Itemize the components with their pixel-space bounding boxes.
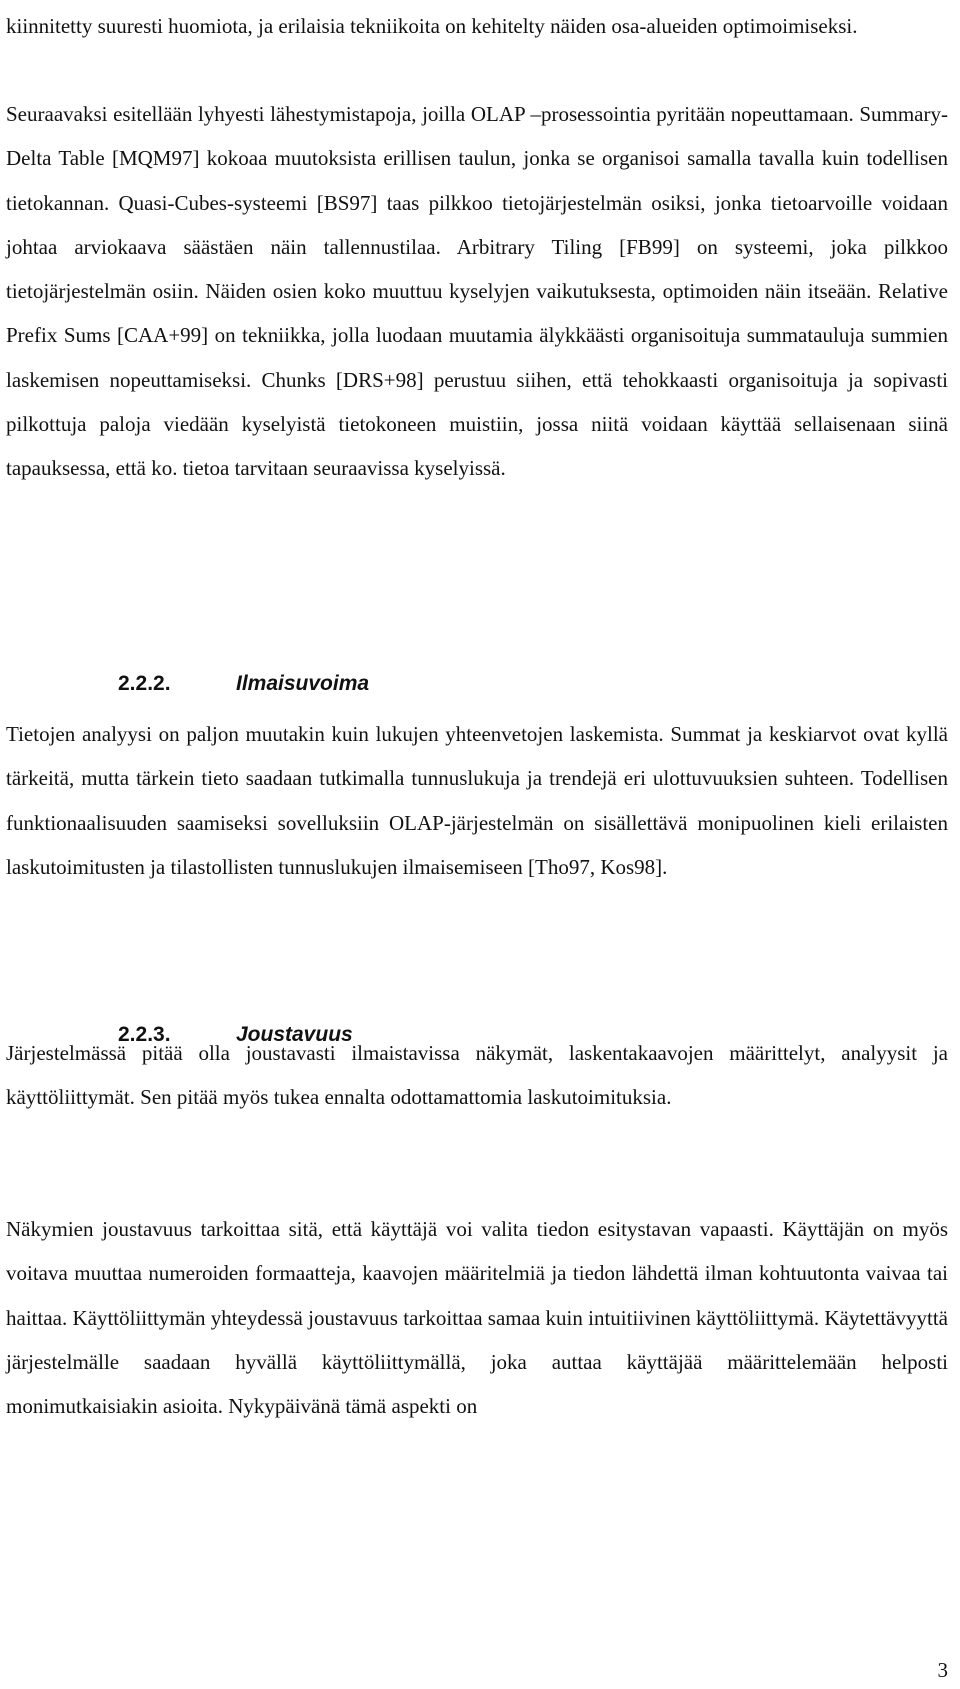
section-heading-ilmaisuvoima xyxy=(0,670,369,698)
section-title: Ilmaisuvoima xyxy=(236,672,370,695)
section-number: 2.2.3. xyxy=(118,1023,171,1046)
paragraph-olap-approaches: Seuraavaksi esitellään lyhyesti lähestymistapoja, joilla OLAP –prosessointia pyritään nopeuttamaan. Summary-Delta Table [MQM97] kokoaa muutoksista erillisen taulun, jonka se organisoi samalla tavalla kuin todellisen tietokannan. Quasi-Cubes-systeemi [BS97] taas pilkkoo tietojärjestelmän osiksi, jonka tietoarvoille voidaan johtaa arviokaava säästäen näin tallennustilaa. Arbitrary Tiling [FB99] on systeemi, joka pilkkoo tietojärjestelmän osiin. Näiden osien koko muuttuu kyselyjen vaikutuksesta, optimoiden näin itseään. Relative Prefix Sums [CAA+99] on tekniikka, jolla luodaan muutamia älykkäästi organisoituja summatauluja summien laskemisen nopeuttamiseksi. Chunks [DRS+98] perustuu siihen, että tehokkaasti organisoituja ja sopivasti pilkottuja paloja viedään kyselyistä tietokoneen muistiin, jossa niitä voidaan käyttää sellaisenaan siinä tapauksessa, että ko. tietoa tarvitaan seuraavissa kyselyissä. xyxy=(6,102,948,481)
section-title: Joustavuus xyxy=(236,1023,353,1046)
section-number: 2.2.2. xyxy=(118,672,171,695)
page-number: 3 xyxy=(937,1658,948,1682)
paragraph-ilmaisuvoima: Tietojen analyysi on paljon muutakin kuin lukujen yhteenvetojen laskemista. Summat ja keskiarvot ovat kyllä tärkeitä, mutta tärkein tieto saadaan tutkimalla tunnuslukuja ja trendejä eri ulottuvuuksien suhteen. Todellisen funktionaalisuuden saamiseksi sovelluksiin OLAP-järjestelmän on sisällettävä monipuolinen kieli erilaisten laskutoimitusten ja tilastollisten tunnuslukujen ilmaisemiseen [Tho97, Kos98]. xyxy=(6,722,948,879)
paragraph-joustavuus-intro: Järjestelmässä pitää olla joustavasti ilmaistavissa näkymät, laskentakaavojen määrittelyt, analyysit ja käyttöliittymät. Sen pitää myös tukea ennalta odottamattomia laskutoimituksia. xyxy=(6,1041,948,1110)
paragraph-optimization-intro: kiinnitetty suuresti huomiota, ja erilaisia tekniikoita on kehitelty näiden osa-alueiden optimoimiseksi. xyxy=(6,14,858,38)
paragraph-nakymien-joustavuus: Näkymien joustavuus tarkoittaa sitä, että käyttäjä voi valita tiedon esitystavan vapaasti. Käyttäjän on myös voitava muuttaa numeroiden formaatteja, kaavojen määritelmiä ja tiedon lähdettä ilman kohtuutonta vaivaa tai haittaa. Käyttöliittymän yhteydessä joustavuus tarkoittaa samaa kuin intuitiivinen käyttöliittymä. Käytettävyyttä järjestelmälle saadaan hyvällä käyttöliittymällä, joka auttaa käyttäjää määrittelemään helposti monimutkaisiakin asioita. Nykypäivänä tämä aspekti on xyxy=(6,1217,948,1419)
